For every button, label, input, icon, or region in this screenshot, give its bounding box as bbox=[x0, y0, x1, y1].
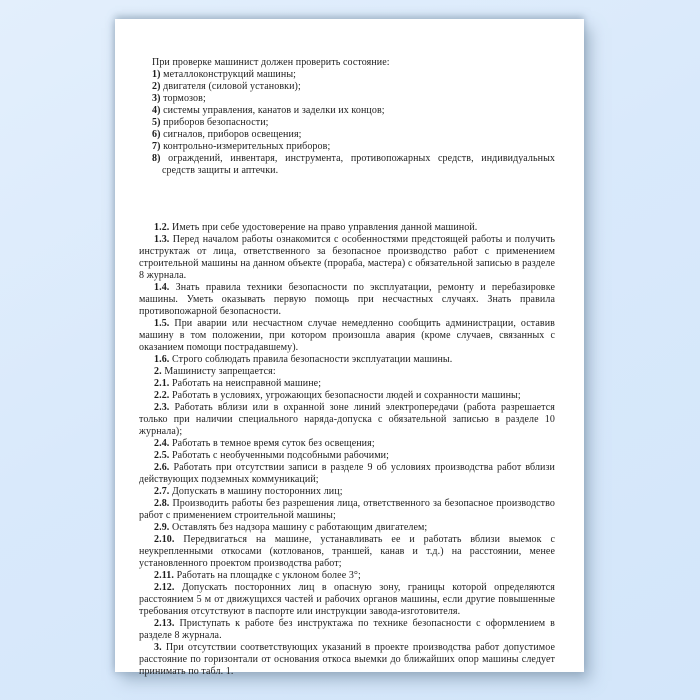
instruction-paragraph-number: 1.5. bbox=[154, 318, 170, 329]
instruction-paragraph-text: Перед началом работы ознакомится с особенностями предстоящей работы и получить инструктаж от лица, ответственного за безопасное производство работ с применением строительной машины на данном объекте (прораба, мастера) с обязательной записью в разделе 8 журнала. bbox=[139, 234, 555, 281]
checklist-item bbox=[152, 105, 555, 117]
checklist-item-number: 1) bbox=[152, 69, 161, 80]
checklist-item-number: 5) bbox=[152, 117, 161, 128]
instruction-paragraph-text: Допускать в машину посторонних лиц; bbox=[172, 486, 343, 497]
instruction-paragraph bbox=[139, 450, 555, 462]
checklist-item-number: 6) bbox=[152, 129, 161, 140]
instruction-paragraph bbox=[139, 318, 555, 354]
instruction-paragraph bbox=[139, 390, 555, 402]
checklist-item bbox=[152, 93, 555, 105]
instruction-paragraph-text: Машинисту запрещается: bbox=[164, 366, 276, 377]
checklist-item-text: двигателя (силовой установки); bbox=[163, 81, 301, 92]
instruction-paragraph-number: 1.3. bbox=[154, 234, 170, 245]
instruction-paragraph bbox=[139, 234, 555, 282]
instruction-paragraph-number: 2.8. bbox=[154, 498, 170, 509]
instruction-paragraph-text: Строго соблюдать правила безопасности эксплуатации машины. bbox=[172, 354, 453, 365]
instruction-paragraph-number: 2.13. bbox=[154, 618, 175, 629]
instruction-paragraph bbox=[139, 366, 555, 378]
checklist-item-number: 2) bbox=[152, 81, 161, 92]
instruction-paragraph bbox=[139, 642, 555, 678]
instruction-paragraph bbox=[139, 438, 555, 450]
checklist-item bbox=[152, 117, 555, 129]
checklist-item bbox=[152, 81, 555, 93]
instruction-paragraph bbox=[139, 534, 555, 570]
instruction-paragraph-number: 2.1. bbox=[154, 378, 170, 389]
instruction-paragraph-text: Работать в темное время суток без освещения; bbox=[172, 438, 375, 449]
instruction-paragraph bbox=[139, 222, 555, 234]
instruction-paragraph bbox=[139, 582, 555, 618]
instruction-paragraph-text: Иметь при себе удостоверение на право управления данной машиной. bbox=[172, 222, 478, 233]
checklist-item bbox=[152, 69, 555, 81]
checklist-item bbox=[152, 153, 555, 177]
instruction-paragraph bbox=[139, 462, 555, 486]
checklist-item-text: тормозов; bbox=[163, 93, 206, 104]
instruction-paragraph-text: Работать с необученными подсобными рабочими; bbox=[172, 450, 390, 461]
instruction-paragraph-text: При отсутствии соответствующих указаний в проекте производства работ допустимое расстояние по горизонтали от основания откоса выемки до ближайших опор машины следует принимать по табл. 1. bbox=[139, 642, 555, 677]
instruction-paragraph-text: При аварии или несчастном случае немедленно сообщить администрации, оставив машину в том положении, при котором произошла авария (кроме случаев, связанных с оказанием помощи пострадавшему). bbox=[139, 318, 555, 353]
checklist-item-number: 3) bbox=[152, 93, 161, 104]
document-page bbox=[115, 19, 584, 677]
instruction-paragraph-number: 2.5. bbox=[154, 450, 170, 461]
instruction-paragraph-number: 1.4. bbox=[154, 282, 170, 293]
instruction-paragraph-number: 2.12. bbox=[154, 582, 175, 593]
instruction-paragraph-number: 2. bbox=[154, 366, 162, 377]
instruction-paragraph-number: 2.6. bbox=[154, 462, 170, 473]
instruction-paragraph-number: 2.4. bbox=[154, 438, 170, 449]
checklist-item bbox=[152, 129, 555, 141]
instruction-paragraph-number: 2.3. bbox=[154, 402, 170, 413]
inspection-checklist bbox=[152, 57, 555, 177]
instruction-paragraph bbox=[139, 402, 555, 438]
instruction-paragraph bbox=[139, 618, 555, 642]
checklist-item-number: 4) bbox=[152, 105, 161, 116]
checklist-items bbox=[152, 69, 555, 177]
instruction-paragraph-number: 2.11. bbox=[154, 570, 174, 581]
instruction-paragraph-text: Знать правила техники безопасности по эксплуатации, ремонту и перебазировке машины. Уметь оказывать первую помощь при несчастных случаях. Знать правила противопожарной безопасности. bbox=[139, 282, 555, 317]
checklist-item-text: приборов безопасности; bbox=[163, 117, 269, 128]
instruction-paragraph-text: Работать на площадке с уклоном более 3°; bbox=[176, 570, 361, 581]
instruction-paragraph-number: 1.6. bbox=[154, 354, 170, 365]
checklist-intro: При проверке машинист должен проверить состояние: bbox=[152, 57, 390, 68]
checklist-item-text: контрольно-измерительных приборов; bbox=[163, 141, 331, 152]
checklist-item-text: сигналов, приборов освещения; bbox=[163, 129, 302, 140]
instruction-paragraph bbox=[139, 522, 555, 534]
instruction-paragraph-number: 3. bbox=[154, 642, 162, 653]
instruction-paragraph-text: Оставлять без надзора машину с работающим двигателем; bbox=[172, 522, 428, 533]
instruction-paragraph bbox=[139, 378, 555, 390]
instruction-paragraph-number: 2.9. bbox=[154, 522, 170, 533]
instruction-paragraph-number: 2.10. bbox=[154, 534, 175, 545]
instruction-paragraph bbox=[139, 486, 555, 498]
instruction-paragraph-number: 1.2. bbox=[154, 222, 170, 233]
instruction-paragraph-text: Работать на неисправной машине; bbox=[172, 378, 322, 389]
instruction-paragraph bbox=[139, 354, 555, 366]
instruction-paragraph bbox=[139, 498, 555, 522]
instruction-paragraph-text: Работать в условиях, угрожающих безопасности людей и сохранности машины; bbox=[172, 390, 521, 401]
checklist-item-number: 7) bbox=[152, 141, 161, 152]
instruction-paragraph-text: Приступать к работе без инструктажа по технике безопасности с оформлением в разделе 8 журнала. bbox=[139, 618, 556, 641]
checklist-item-number: 8) bbox=[152, 153, 161, 164]
instruction-paragraph-text: Передвигаться на машине, устанавливать ее и работать вблизи выемок с неукрепленными откосами (котлованов, траншей, канав и т.д.) на расстоянии, менее установленного проектом производства работ; bbox=[139, 534, 555, 569]
checklist-item bbox=[152, 141, 555, 153]
instruction-paragraph bbox=[139, 282, 555, 318]
instruction-paragraph-text: Допускать посторонних лиц в опасную зону, границы которой определяются расстоянием 5 м от движущихся частей и рабочих органов машины, если другие повышенные требования отсутствуют в паспорте или инструкции завода-изготовителя. bbox=[139, 582, 556, 617]
checklist-item-text: системы управления, канатов и заделки их концов; bbox=[163, 105, 385, 116]
instruction-paragraph-text: Работать вблизи или в охранной зоне линий электропередачи (работа разрешается только при наличии специального наряда-допуска с обязательной записью в разделе 10 журнала); bbox=[139, 402, 555, 437]
instruction-paragraph-number: 2.7. bbox=[154, 486, 170, 497]
checklist-item-text: металлоконструкций машины; bbox=[163, 69, 297, 80]
checklist-item-text: ограждений, инвентаря, инструмента, противопожарных средств, индивидуальных средств защиты и аптечки. bbox=[162, 153, 555, 176]
instruction-paragraph-text: Работать при отсутствии записи в разделе 9 об условиях производства работ вблизи действующих подземных коммуникаций; bbox=[139, 462, 555, 485]
instruction-paragraph-number: 2.2. bbox=[154, 390, 170, 401]
instruction-paragraph bbox=[139, 570, 555, 582]
instruction-paragraph-text: Производить работы без разрешения лица, ответственного за безопасное производство работ с применением строительной машины; bbox=[139, 498, 555, 521]
instruction-paragraphs bbox=[139, 222, 555, 678]
